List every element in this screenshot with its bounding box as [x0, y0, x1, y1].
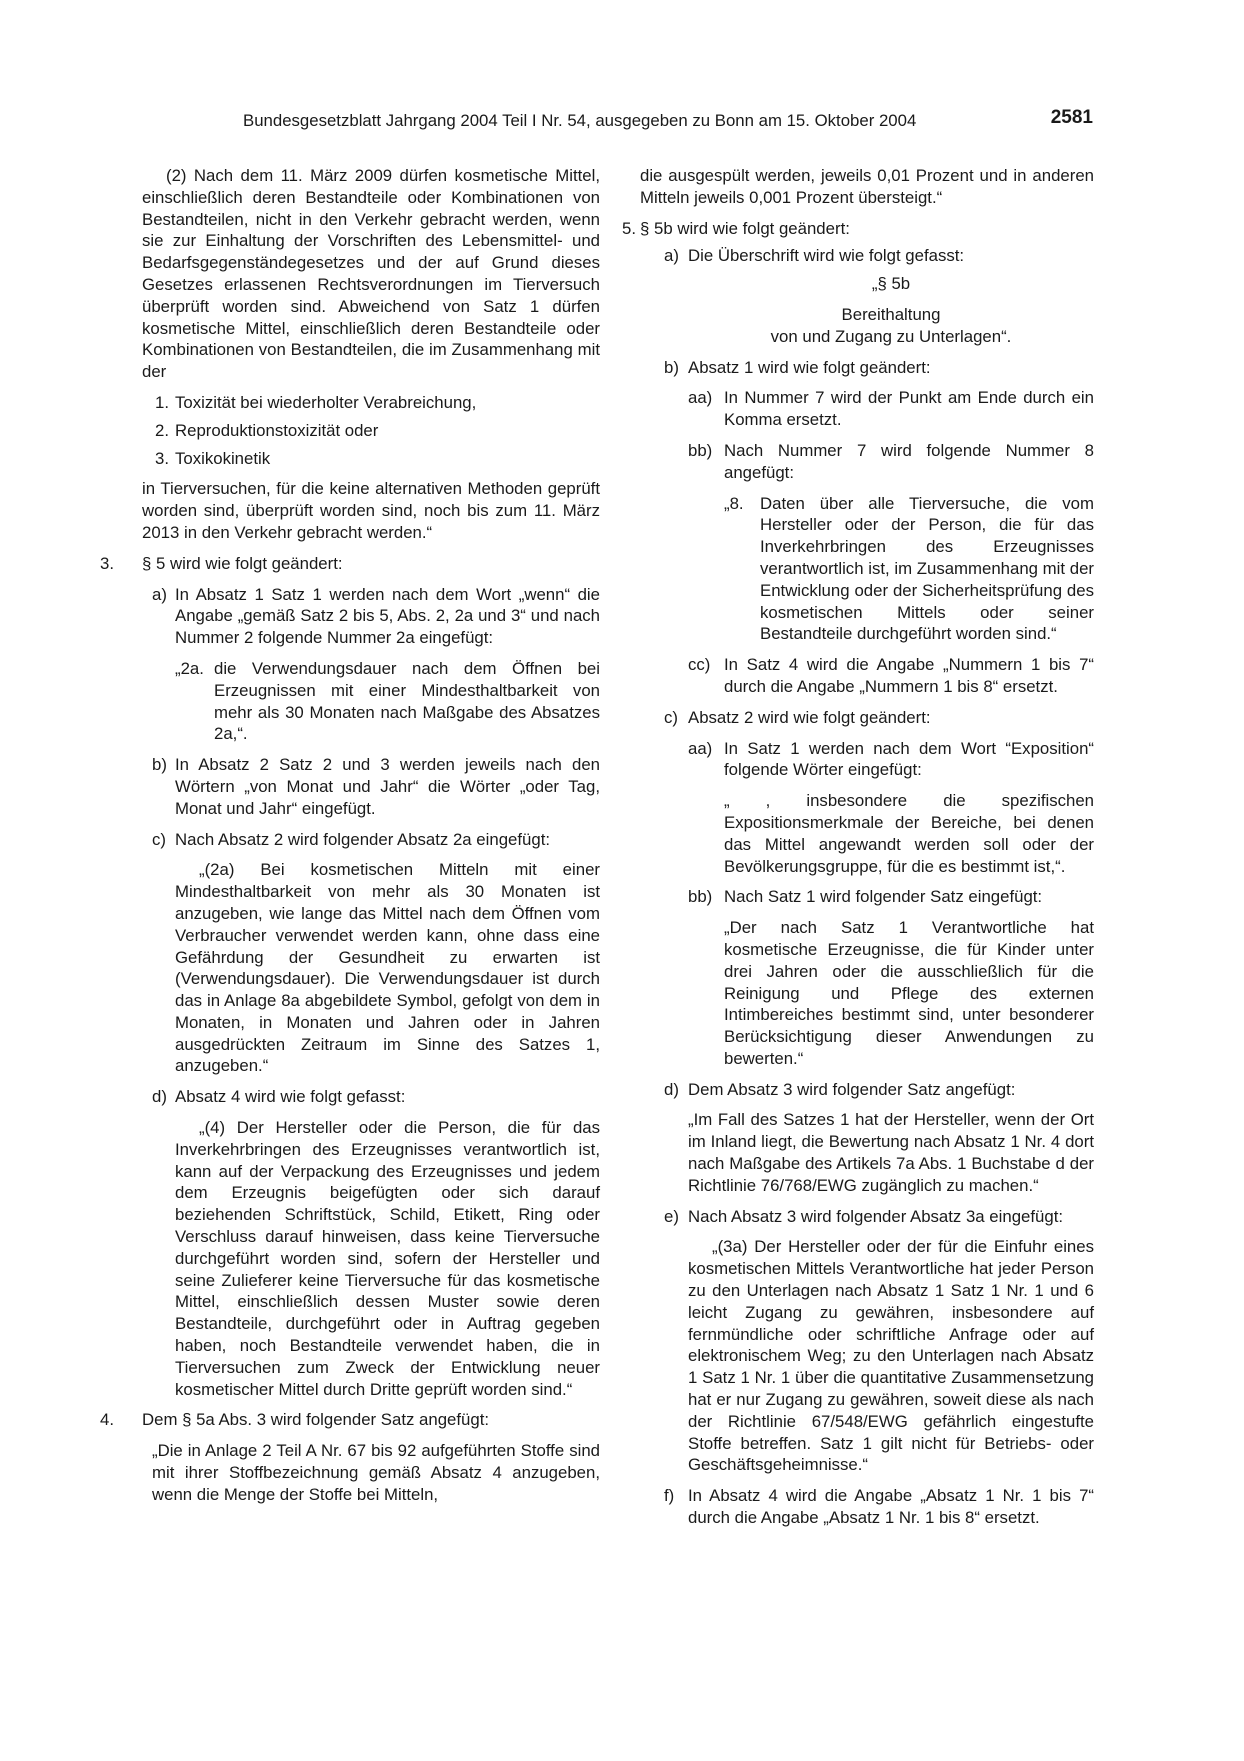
list-label: 1.: [155, 392, 169, 412]
list-item: [142, 448, 600, 470]
item-label: bb): [688, 887, 713, 907]
amendment-5b-bb: [640, 440, 1094, 484]
quote-absatz-3a: „(3a) Der Hersteller oder der für die Einfuhr eines kosmetischen Mittels Verantwortliche hat jeder Person zu den Unterlagen nach Absatz 1 Satz 1 Nr. 1 und 6 leicht Zugang zu gewähren, insbesondere auf fernmündliche oder schriftliche Anfrage oder auf elektronischem Weg; zu den Unterlagen nach Absatz 1 Satz 1 Nr. 1 über die quantitative Zusammensetzung hat er nur Zugang zu gewähren, soweit diese als nach der Richtlinie 67/548/EWG gefährlich eingestufte Stoffe betreffen. Satz 1 gilt nicht für Betriebs- oder Geschäftsgeheimnisse.“: [688, 1237, 1094, 1475]
item-text: In Absatz 1 Satz 1 werden nach dem Wort „wenn“ die Angabe „gemäß Satz 2 bis 5, Abs. 2, 2a und 3“ und nach Nummer 2 folgende Nummer 2a eingefügt:: [175, 584, 600, 648]
item-text: In Satz 4 wird die Angabe „Nummern 1 bis 7“ durch die Angabe „Nummern 1 bis 8“ ersetzt.: [724, 655, 1094, 696]
paragraph-2: (2) Nach dem 11. März 2009 dürfen kosmetische Mittel, einschließlich deren Bestandteile oder Kombinationen von Bestandteilen, nicht in den Verkehr gebracht werden, wenn sie zur Einhaltung der Vorschriften des Lebensmittel- und Bedarfsgegenständegesetzes und der auf Grund dieses Gesetzes erlassenen Rechtsverordnungen im Tierversuch überprüft worden sind. Abweichend von Satz 1 dürfen kosmetische Mittel, einschließlich deren Bestandteile oder Kombinationen von Bestandteilen, die im Zusammenhang mit der: [142, 166, 600, 382]
item-label: 3.: [100, 553, 114, 573]
page-header: [243, 107, 1093, 136]
item-label: d): [664, 1079, 679, 1099]
amendment-5b-aa: [640, 387, 1094, 431]
section-heading: [688, 273, 1094, 347]
item-text: In Absatz 2 Satz 2 und 3 werden jeweils nach den Wörtern „von Monat und Jahr“ die Wörter „oder Tag, Monat und Jahr“ eingefügt.: [175, 755, 600, 818]
item-label: d): [152, 1087, 167, 1107]
item-label: f): [664, 1486, 675, 1506]
amendment-5e: [640, 1206, 1094, 1228]
amendment-5c: [640, 707, 1094, 729]
item-text: Absatz 4 wird wie folgt gefasst:: [175, 1087, 406, 1107]
item-label: cc): [688, 655, 711, 675]
item-text: Nach Absatz 2 wird folgender Absatz 2a eingefügt:: [175, 829, 551, 849]
item-text: In Absatz 4 wird die Angabe „Absatz 1 Nr. 1 bis 7“ durch die Angabe „Absatz 1 Nr. 1 bis 8“ ersetzt.: [688, 1486, 1094, 1528]
amendment-5b-cc: [640, 654, 1094, 698]
quote-text: Daten über alle Tierversuche, die vom Hersteller oder der Person, die für das Inverkehrbringen des Erzeugnisses verantwortlich ist, im Zusammenhang mit der Entwicklung oder der Sicherheitsprüfung des kosmetischen Mittels oder seiner Bestandteile durchgeführt worden sind.“: [760, 493, 1094, 644]
amendment-3: [100, 553, 600, 575]
quote-absatz-3: „Im Fall des Satzes 1 hat der Hersteller, wenn der Ort im Inland liegt, die Bewertung nach Absatz 1 Nr. 4 dort nach Maßgabe des Artikels 7a Abs. 1 Buchstabe d der Richtlinie 76/768/EWG zugänglich zu machen.“: [688, 1110, 1094, 1195]
amendment-3a: [142, 584, 600, 649]
item-label: b): [152, 755, 167, 775]
item-text: § 5b wird wie folgt geändert:: [640, 218, 850, 238]
list-text: Toxizität bei wiederholter Verabreichung,: [175, 392, 477, 412]
item-text: Nach Absatz 3 wird folgender Absatz 3a eingefügt:: [688, 1206, 1064, 1226]
heading-title-line-2: von und Zugang zu Unterlagen“.: [770, 326, 1012, 346]
quote-nummer-8: [640, 493, 1094, 646]
amendment-5c-aa: [640, 738, 1094, 782]
amendment-3d: [142, 1086, 600, 1108]
header-title: Bundesgesetzblatt Jahrgang 2004 Teil I Nr. 54, ausgegeben zu Bonn am 15. Oktober 2004: [243, 111, 917, 130]
item-label: aa): [688, 388, 713, 408]
amendment-5f: [640, 1485, 1094, 1529]
list-label: 2.: [155, 420, 169, 440]
item-text: In Nummer 7 wird der Punkt am Ende durch ein Komma ersetzt.: [724, 388, 1094, 430]
quote-5a: „Die in Anlage 2 Teil A Nr. 67 bis 92 aufgeführten Stoffe sind mit ihrer Stoffbezeichnung gemäß Absatz 4 anzugeben, wenn die Menge der Stoffe bei Mitteln,: [152, 1441, 600, 1504]
list-text: Toxikokinetik: [175, 448, 271, 468]
item-label: a): [152, 584, 167, 604]
item-text: Absatz 2 wird wie folgt geändert:: [688, 707, 931, 727]
item-text: Nach Satz 1 wird folgender Satz eingefügt:: [724, 887, 1043, 907]
amendment-4: [100, 1409, 600, 1431]
page-number: 2581: [1050, 107, 1093, 128]
item-text: In Satz 1 werden nach dem Wort “Exposition“ folgende Wörter eingefügt:: [724, 738, 1094, 780]
item-label: aa): [688, 738, 713, 758]
amendment-5: [622, 218, 1094, 240]
item-label: b): [664, 357, 679, 377]
item-text: Nach Nummer 7 wird folgende Nummer 8 angefügt:: [724, 440, 1094, 482]
item-label: e): [664, 1206, 679, 1226]
item-label: c): [664, 707, 678, 727]
list-item: [142, 392, 600, 414]
paragraph-2-end: in Tierversuchen, für die keine alternativen Methoden geprüft worden sind, überprüft worden sind, noch bis zum 11. März 2013 in den Verkehr gebracht werden.“: [142, 479, 600, 542]
amendment-5a: [640, 245, 1094, 267]
item-text: Dem § 5a Abs. 3 wird folgender Satz angefügt:: [142, 1410, 490, 1430]
quote-label: „2a.: [175, 658, 204, 678]
item-label: bb): [688, 440, 713, 460]
item-label: 4.: [100, 1410, 114, 1430]
left-column: [100, 165, 600, 1515]
item-text: Absatz 1 wird wie folgt geändert:: [688, 357, 931, 377]
item-label: 5.: [622, 218, 636, 238]
quote-text: die Verwendungsdauer nach dem Öffnen bei Erzeugnissen mit einer Mindesthaltbarkeit von mehr als 30 Monaten nach Maßgabe des Absatzes 2a,“.: [214, 658, 600, 744]
list-text: Reproduktionstoxizität oder: [175, 420, 379, 440]
list-item: [142, 420, 600, 442]
list-label: 3.: [155, 448, 169, 468]
quote-kinder: „Der nach Satz 1 Verantwortliche hat kosmetische Erzeugnisse, die für Kinder unter drei Jahren oder die ausschließlich für die Reinigung und Pflege des externen Intimbereiches bestimmt sind, unter besonderer Berücksichtigung dieser Anwendungen zu bewerten.“: [724, 918, 1094, 1068]
item-label: a): [664, 246, 679, 266]
amendment-5d: [640, 1079, 1094, 1101]
amendment-3b: [142, 754, 600, 819]
heading-title-line-1: Bereithaltung: [841, 304, 941, 324]
continued-text: die ausgespült werden, jeweils 0,01 Prozent und in anderen Mitteln jeweils 0,001 Prozent übersteigt.“: [640, 166, 1094, 207]
amendment-5b: [640, 357, 1094, 379]
heading-paragraph: „§ 5b: [871, 274, 911, 294]
amendment-5c-bb: [640, 886, 1094, 908]
right-column: [622, 165, 1094, 1538]
quote-2a: [142, 658, 600, 745]
item-text: § 5 wird wie folgt geändert:: [142, 553, 343, 573]
quote-absatz-4: „(4) Der Hersteller oder die Person, die für das Inverkehrbringen des Erzeugnisses verantwortlich ist, kann auf der Verpackung des Erzeugnisses und jedem dem Erzeugnis beigefügten oder sich darauf beziehenden Schriftstück, Schild, Etikett, Ring oder Verschluss darauf hinweisen, dass keine Tierversuche durchgeführt worden sind, sofern der Hersteller und seine Zulieferer keine Tierversuche für das kosmetische Mittel, einschließlich dessen Muster sowie deren Bestandteile, durchgeführt oder in Auftrag gegeben haben, noch Bestandteile verwendet haben, die in Tierversuchen zum Zweck der Entwicklung neuer kosmetischer Mittel durch Dritte geprüft worden sind.“: [175, 1118, 600, 1399]
item-label: c): [152, 829, 166, 849]
quote-absatz-2a: „(2a) Bei kosmetischen Mitteln mit einer Mindesthaltbarkeit von mehr als 30 Monaten ist anzugeben, wie lange das Mittel nach dem Öffnen vom Verbraucher verwendet werden kann, ohne dass eine Gefährdung der Gesundheit zu erwarten ist (Verwendungsdauer). Die Verwendungsdauer ist durch das in Anlage 8a abgebildete Symbol, gefolgt von dem in Monaten, in Monaten und Jahren oder in Jahren ausgedrückten Zeitraum im Sinne des Satzes 1, anzugeben.“: [175, 860, 600, 1076]
item-text: Die Überschrift wird wie folgt gefasst:: [688, 246, 965, 266]
item-text: Dem Absatz 3 wird folgender Satz angefügt:: [688, 1079, 1016, 1099]
quote-label: „8.: [724, 493, 744, 513]
quote-exposition: „ , insbesondere die spezifischen Expositionsmerkmale der Bereiche, bei denen das Mittel angewandt werden soll oder der Bevölkerungsgruppe, für die es bestimmt ist,“.: [724, 791, 1094, 876]
amendment-3c: [142, 829, 600, 851]
